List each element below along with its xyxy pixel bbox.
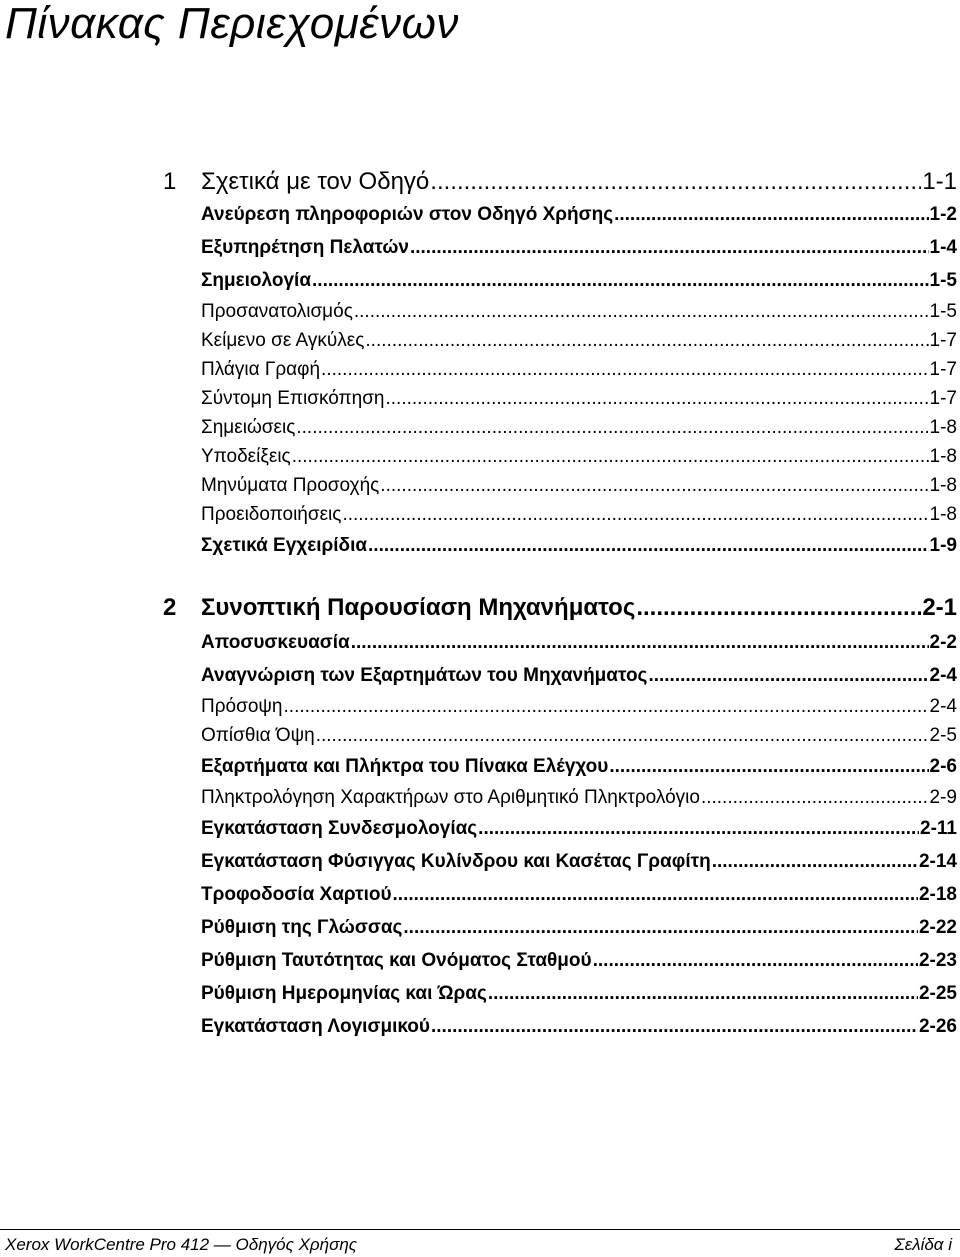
entry-title: Εξυπηρέτηση Πελατών: [201, 237, 409, 258]
toc-entry[interactable]: [0, 198, 960, 231]
entry-title: Κείμενο σε Αγκύλες: [201, 330, 365, 351]
toc-entry[interactable]: [0, 231, 960, 264]
toc-entry[interactable]: [0, 626, 960, 659]
entry-page-number: 1-4: [929, 237, 957, 258]
entry-page-number: 1-8: [929, 417, 957, 438]
entry-page-number: 2-5: [929, 725, 957, 746]
dot-leader: [488, 977, 918, 1010]
entry-title: Ρύθμιση Ταυτότητας και Ονόματος Σταθμού: [201, 950, 592, 971]
entry-page-number: 2-11: [920, 818, 957, 839]
dot-leader: [380, 471, 928, 500]
entry-page-number: 1-7: [929, 388, 957, 409]
dot-leader: [478, 812, 919, 845]
toc-entry[interactable]: [0, 878, 960, 911]
dot-leader: [386, 384, 929, 413]
toc-entry[interactable]: [0, 529, 960, 562]
toc-entry[interactable]: [0, 721, 960, 750]
entry-title: Εγκατάσταση Λογισμικού: [201, 1016, 430, 1037]
entry-title: Εγκατάσταση Συνδεσμολογίας: [201, 818, 478, 839]
toc-entry[interactable]: [0, 977, 960, 1010]
entry-page-number: 2-14: [918, 851, 957, 872]
footer-document-name: Xerox WorkCentre Pro 412 ― Οδηγός Χρήσης: [5, 1235, 358, 1254]
entry-page-number: 1-8: [929, 475, 957, 496]
entry-title: Ανεύρεση πληροφοριών στον Οδηγό Χρήσης: [201, 204, 614, 225]
toc-entry[interactable]: [0, 659, 960, 692]
entry-title: Πληκτρολόγηση Χαρακτήρων στο Αριθμητικό Πληκτρολόγιο: [201, 787, 700, 808]
chapter-page-number: 1-1: [922, 168, 957, 195]
dot-leader: [316, 721, 929, 750]
dot-leader: [701, 783, 929, 812]
dot-leader: [712, 845, 918, 878]
toc-entry[interactable]: [0, 911, 960, 944]
toc-chapter[interactable]: [0, 590, 960, 626]
dot-leader: [312, 264, 929, 297]
dot-leader: [365, 326, 928, 355]
dot-leader: [430, 164, 921, 200]
entry-page-number: 2-9: [929, 787, 957, 808]
chapter-number: 1: [163, 168, 177, 195]
entry-title: Προσανατολισμός: [201, 301, 353, 322]
page-footer: [0, 1229, 960, 1254]
chapter-title: Συνοπτική Παρουσίαση Μηχανήματος: [201, 594, 636, 621]
entry-page-number: 2-26: [918, 1016, 957, 1037]
entry-title: Εγκατάσταση Φύσιγγας Κυλίνδρου και Κασέτας Γραφίτη: [201, 851, 711, 872]
entry-page-number: 2-2: [929, 632, 957, 653]
dot-leader: [284, 692, 929, 721]
toc-entry[interactable]: [0, 783, 960, 812]
toc-entry[interactable]: [0, 297, 960, 326]
entry-title: Αναγνώριση των Εξαρτημάτων του Μηχανήματος: [201, 665, 648, 686]
entry-title: Προειδοποιήσεις: [201, 504, 342, 525]
entry-page-number: 1-9: [929, 535, 957, 556]
toc-entry[interactable]: [0, 750, 960, 783]
dot-leader: [403, 911, 918, 944]
page-title: Πίνακας Περιεχομένων: [5, 0, 459, 48]
entry-title: Αποσυσκευασία: [201, 632, 350, 653]
entry-title: Σημειώσεις: [201, 417, 296, 438]
toc-chapter[interactable]: [0, 164, 960, 198]
entry-page-number: 2-22: [918, 917, 957, 938]
toc-entry[interactable]: [0, 812, 960, 845]
entry-page-number: 2-25: [918, 983, 957, 1004]
dot-leader: [410, 231, 929, 264]
dot-leader: [351, 626, 929, 659]
entry-page-number: 1-8: [929, 504, 957, 525]
table-of-contents: [0, 164, 960, 1043]
entry-title: Ρύθμιση Ημερομηνίας και Ώρας: [201, 983, 487, 1004]
entry-title: Πλάγια Γραφή: [201, 359, 321, 380]
toc-entry[interactable]: [0, 264, 960, 297]
entry-page-number: 1-5: [929, 301, 957, 322]
entry-page-number: 2-4: [929, 665, 957, 686]
entry-page-number: 2-23: [918, 950, 957, 971]
toc-entry[interactable]: [0, 944, 960, 977]
entry-page-number: 1-8: [929, 446, 957, 467]
entry-page-number: 1-2: [929, 204, 957, 225]
dot-leader: [296, 413, 928, 442]
dot-leader: [609, 750, 928, 783]
dot-leader: [354, 297, 929, 326]
dot-leader: [393, 878, 918, 911]
chapter-title: Σχετικά με τον Οδηγό: [201, 168, 430, 195]
toc-entry[interactable]: [0, 442, 960, 471]
chapter-page-number: 2-1: [922, 594, 957, 621]
dot-leader: [342, 500, 928, 529]
entry-title: Οπίσθια Όψη: [201, 725, 315, 746]
entry-title: Σχετικά Εγχειρίδια: [201, 535, 368, 556]
entry-page-number: 1-7: [929, 330, 957, 351]
chapter-number: 2: [163, 594, 177, 621]
dot-leader: [593, 944, 918, 977]
entry-title: Σύντομη Επισκόπηση: [201, 388, 385, 409]
toc-entry[interactable]: [0, 471, 960, 500]
dot-leader: [648, 659, 928, 692]
toc-entry[interactable]: [0, 500, 960, 529]
toc-entry[interactable]: [0, 845, 960, 878]
dot-leader: [321, 355, 928, 384]
entry-title: Σημειολογία: [201, 270, 312, 291]
entry-page-number: 2-4: [929, 696, 957, 717]
toc-entry[interactable]: [0, 413, 960, 442]
entry-page-number: 1-5: [929, 270, 957, 291]
toc-entry[interactable]: [0, 692, 960, 721]
entry-page-number: 2-6: [929, 756, 957, 777]
toc-entry[interactable]: [0, 326, 960, 355]
entry-title: Υποδείξεις: [201, 446, 291, 467]
toc-entry[interactable]: [0, 384, 960, 413]
entry-title: Ρύθμιση της Γλώσσας: [201, 917, 403, 938]
footer-page-number: Σελίδα i: [894, 1235, 952, 1254]
dot-leader: [292, 442, 929, 471]
dot-leader: [431, 1010, 918, 1043]
toc-entry[interactable]: [0, 355, 960, 384]
entry-page-number: 2-18: [918, 884, 957, 905]
dot-leader: [636, 590, 921, 626]
entry-title: Εξαρτήματα και Πλήκτρα του Πίνακα Ελέγχου: [201, 756, 609, 777]
entry-page-number: 1-7: [929, 359, 957, 380]
dot-leader: [614, 198, 928, 231]
toc-entry[interactable]: [0, 1010, 960, 1043]
entry-title: Πρόσοψη: [201, 696, 283, 717]
entry-title: Τροφοδοσία Χαρτιού: [201, 884, 392, 905]
entry-title: Μηνύματα Προσοχής: [201, 475, 380, 496]
dot-leader: [368, 529, 929, 562]
